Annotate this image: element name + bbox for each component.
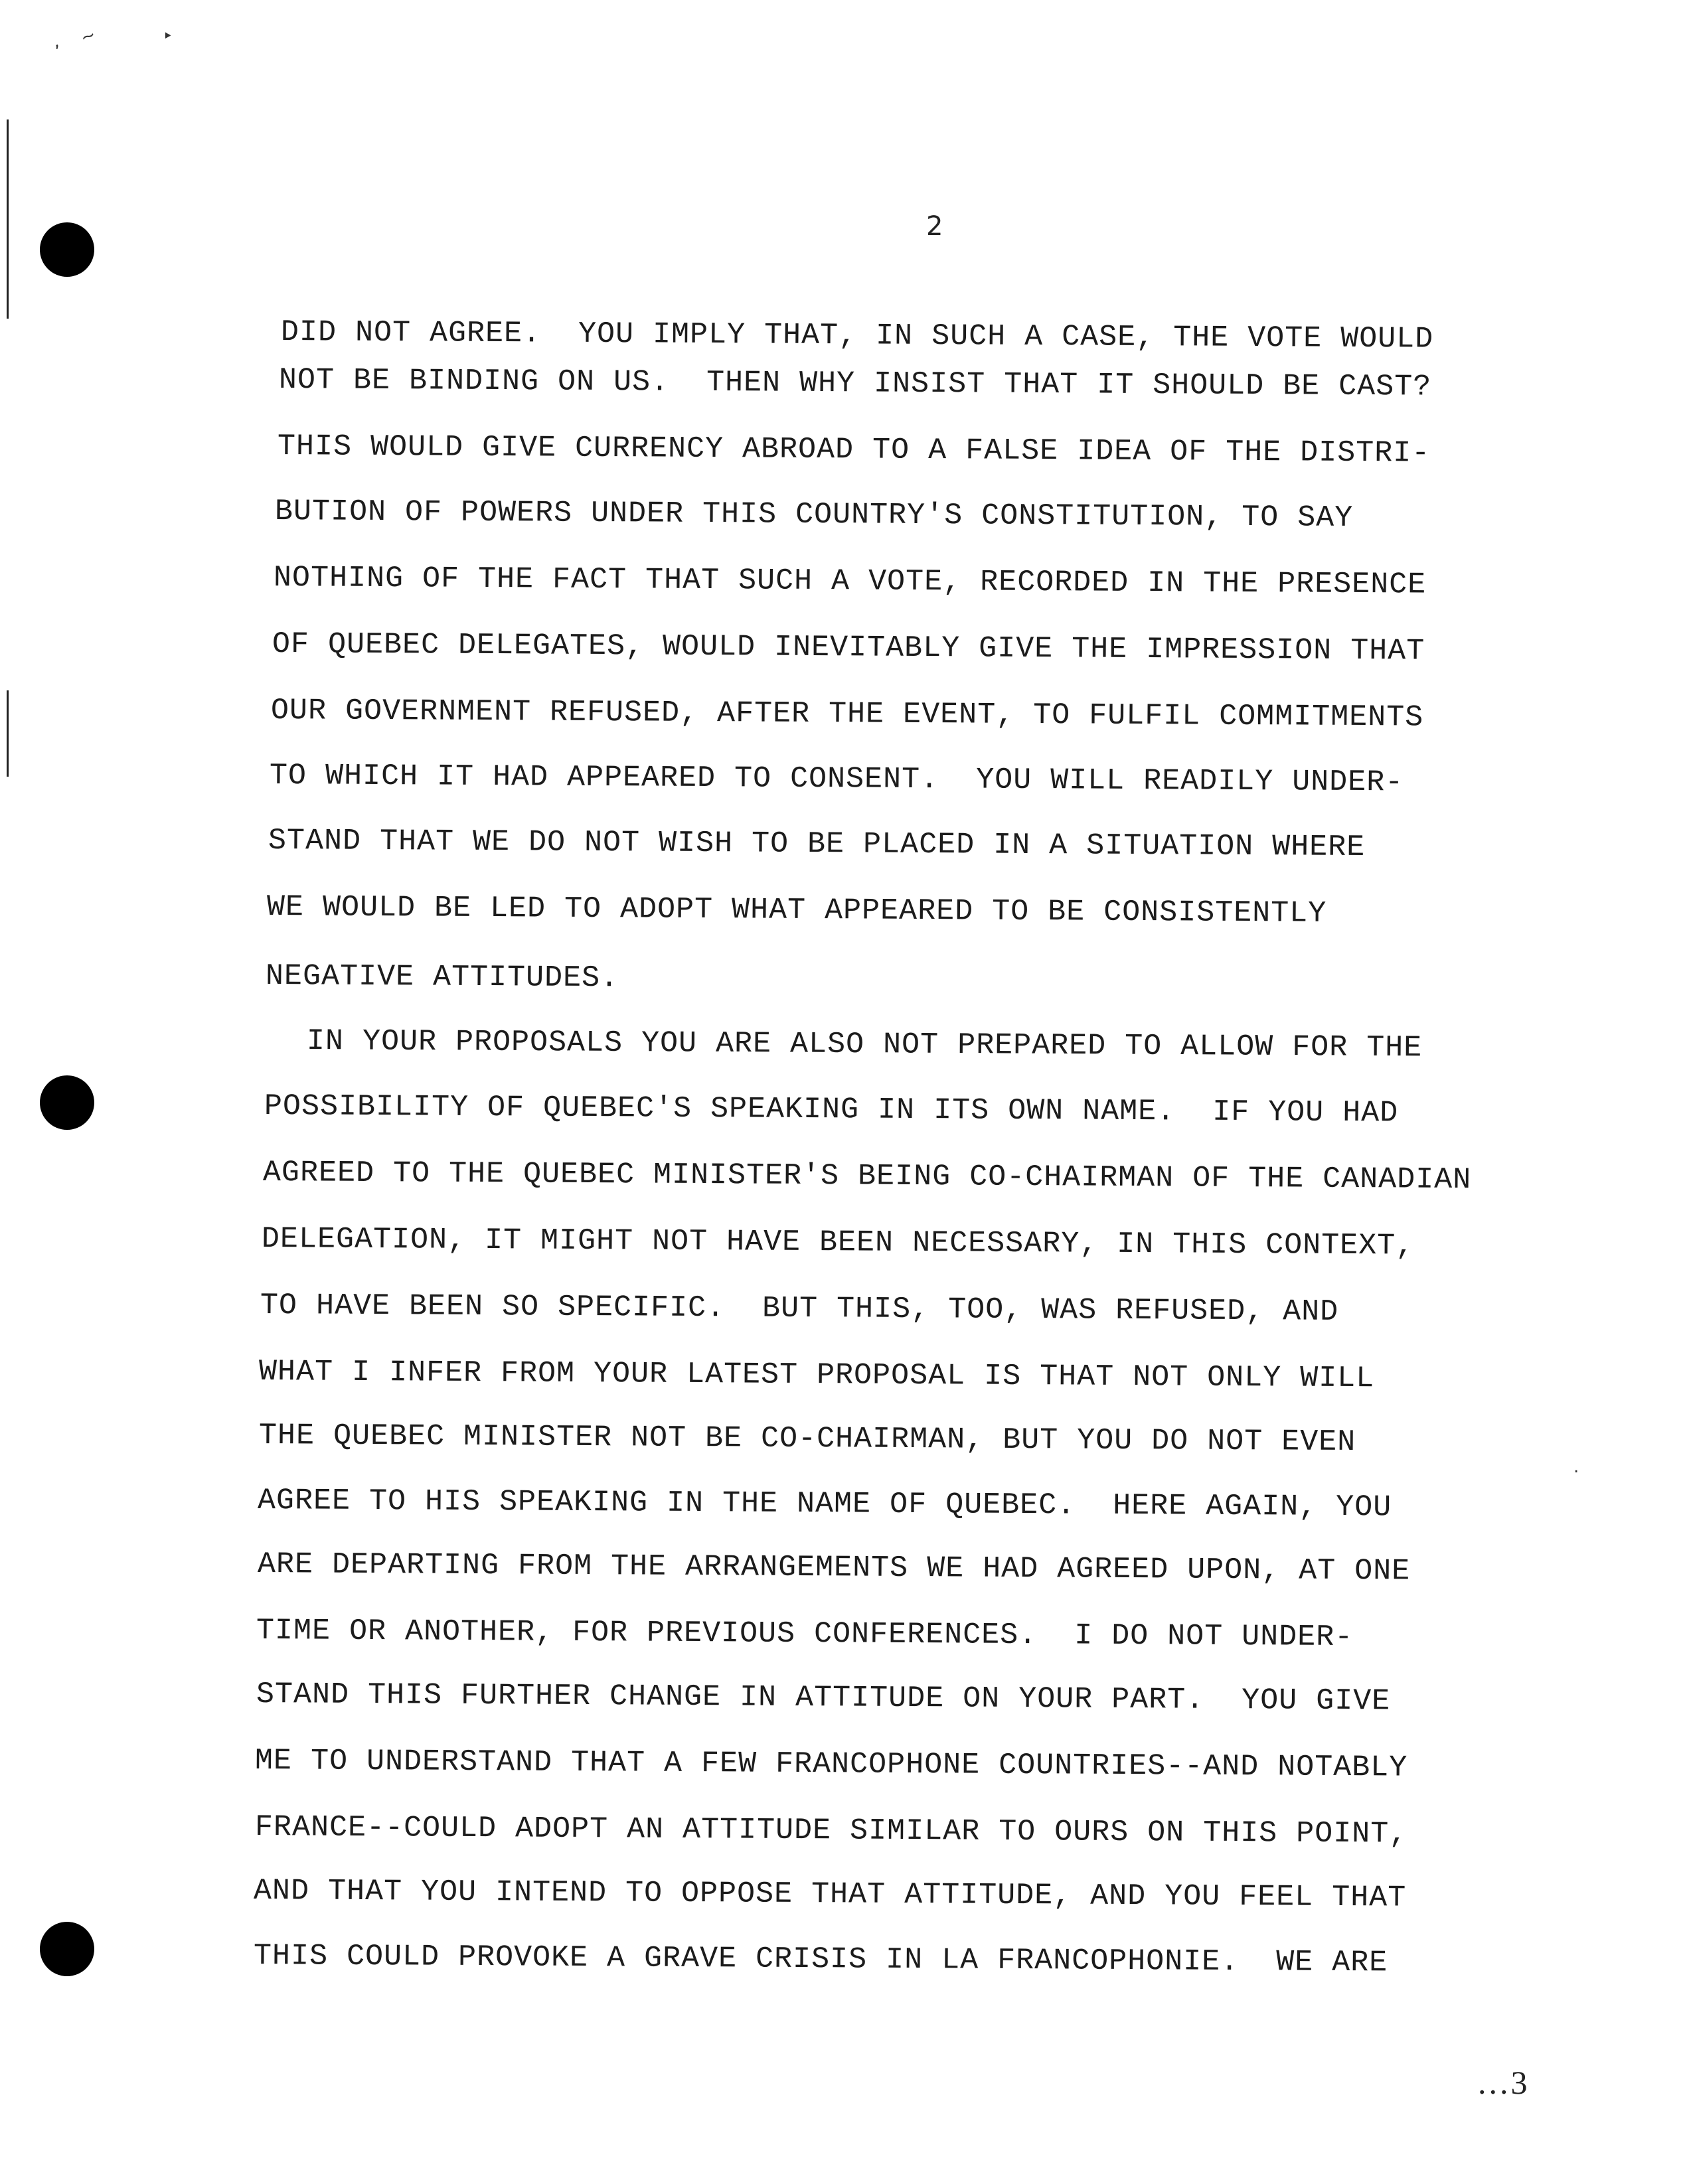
text-line: IN YOUR PROPOSALS YOU ARE ALSO NOT PREPARED TO ALLOW FOR THE	[306, 1024, 1423, 1065]
text-line: BUTION OF POWERS UNDER THIS COUNTRY'S CONSTITUTION, TO SAY	[274, 495, 1354, 535]
scan-speck: ~	[78, 25, 99, 48]
text-line: DID NOT AGREE. YOU IMPLY THAT, IN SUCH A CASE, THE VOTE WOULD	[280, 315, 1434, 356]
scan-left-edge	[7, 690, 9, 777]
text-line: STAND THIS FURTHER CHANGE IN ATTITUDE ON YOUR PART. YOU GIVE	[256, 1677, 1391, 1719]
text-line: NEGATIVE ATTITUDES.	[265, 959, 619, 996]
text-line: DELEGATION, IT MIGHT NOT HAVE BEEN NECESSARY, IN THIS CONTEXT,	[261, 1222, 1415, 1263]
text-line: THE QUEBEC MINISTER NOT BE CO-CHAIRMAN, BUT YOU DO NOT EVEN	[258, 1419, 1356, 1460]
scan-speck: ‣	[163, 27, 173, 46]
scan-left-edge	[7, 119, 9, 319]
text-line: ARE DEPARTING FROM THE ARRANGEMENTS WE HAD AGREED UPON, AT ONE	[257, 1547, 1411, 1589]
text-line: TO HAVE BEEN SO SPECIFIC. BUT THIS, TOO, WAS REFUSED, AND	[260, 1288, 1339, 1329]
text-line: TIME OR ANOTHER, FOR PREVIOUS CONFERENCES. I DO NOT UNDER-	[256, 1614, 1354, 1655]
scan-speck: .	[1573, 1457, 1579, 1477]
text-line: TO WHICH IT HAD APPEARED TO CONSENT. YOU WILL READILY UNDER-	[269, 759, 1404, 800]
punch-hole-top	[40, 222, 94, 277]
text-line: FRANCE--COULD ADOPT AN ATTITUDE SIMILAR TO OURS ON THIS POINT,	[254, 1810, 1408, 1851]
text-line: AGREE TO HIS SPEAKING IN THE NAME OF QUEBEC. HERE AGAIN, YOU	[257, 1484, 1392, 1525]
text-line: AND THAT YOU INTEND TO OPPOSE THAT ATTITUDE, AND YOU FEEL THAT	[253, 1874, 1407, 1915]
text-line: NOTHING OF THE FACT THAT SUCH A VOTE, RECORDED IN THE PRESENCE	[273, 561, 1427, 602]
text-line: OUR GOVERNMENT REFUSED, AFTER THE EVENT, TO FULFIL COMMITMENTS	[270, 694, 1424, 735]
text-line: STAND THAT WE DO NOT WISH TO BE PLACED IN A SITUATION WHERE	[268, 824, 1366, 865]
text-line: THIS WOULD GIVE CURRENCY ABROAD TO A FALSE IDEA OF THE DISTRI-	[277, 429, 1431, 471]
punch-hole-middle	[40, 1075, 94, 1130]
continuation-marker: ...3	[1478, 2064, 1530, 2101]
text-line: AGREED TO THE QUEBEC MINISTER'S BEING CO-CHAIRMAN OF THE CANADIAN	[262, 1156, 1472, 1198]
text-line: THIS COULD PROVOKE A GRAVE CRISIS IN LA FRANCOPHONIE. WE ARE	[253, 1939, 1388, 1980]
page-number: 2	[926, 211, 943, 242]
text-line: WE WOULD BE LED TO ADOPT WHAT APPEARED TO BE CONSISTENTLY	[266, 890, 1327, 931]
text-line: ME TO UNDERSTAND THAT A FEW FRANCOPHONE COUNTRIES--AND NOTABLY	[254, 1744, 1408, 1785]
text-line: POSSIBILITY OF QUEBEC'S SPEAKING IN ITS OWN NAME. IF YOU HAD	[264, 1089, 1399, 1131]
text-line: NOT BE BINDING ON US. THEN WHY INSIST THAT IT SHOULD BE CAST?	[278, 363, 1432, 404]
punch-hole-bottom	[40, 1922, 94, 1976]
text-line: WHAT I INFER FROM YOUR LATEST PROPOSAL IS THAT NOT ONLY WILL	[258, 1355, 1375, 1396]
text-line: OF QUEBEC DELEGATES, WOULD INEVITABLY GIVE THE IMPRESSION THAT	[272, 627, 1425, 668]
scan-speck: ,	[50, 31, 62, 52]
